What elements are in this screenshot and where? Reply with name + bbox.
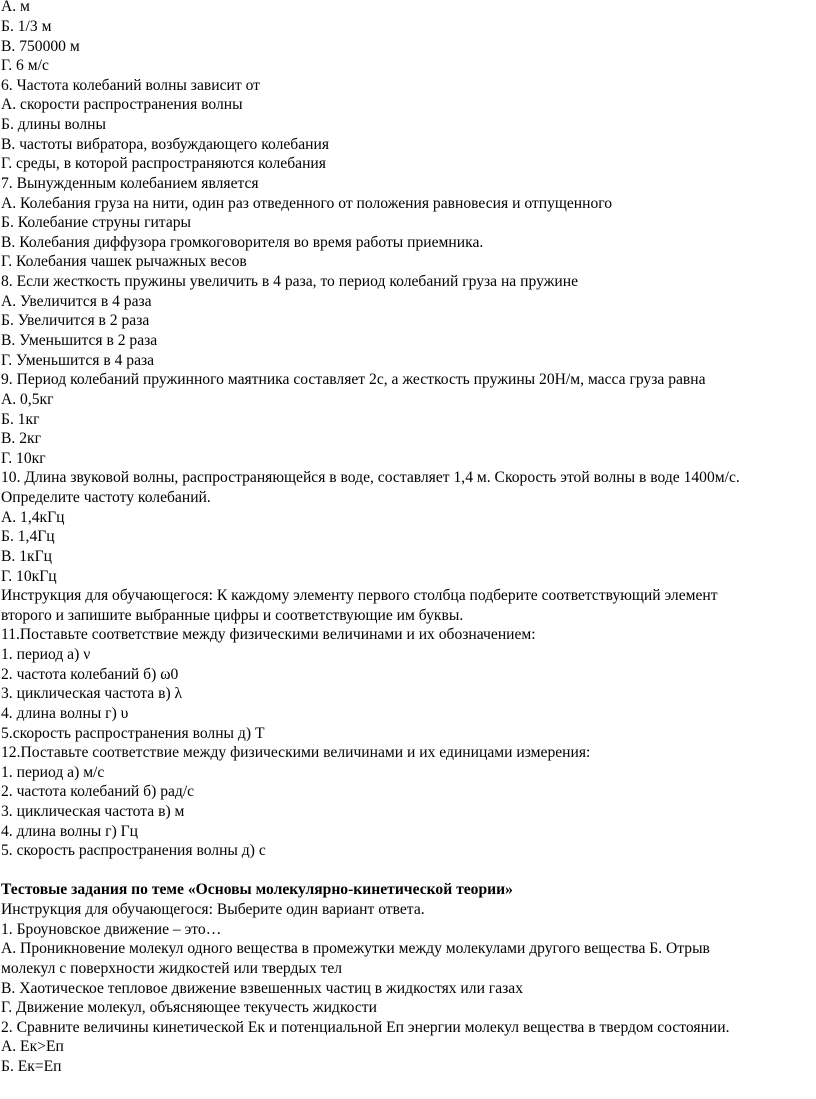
text-line: 12.Поставьте соответствие между физическими величинами и их единицами измерения: — [1, 744, 591, 761]
text-line: Г. среды, в которой распространяются колебания — [1, 155, 326, 172]
text-line: В. Колебания диффузора громкоговорителя во время работы приемника. — [1, 234, 484, 251]
text-line: 3. циклическая частота в) λ — [1, 685, 183, 702]
text-line: Б. Ек=Еп — [1, 1058, 62, 1075]
text-line: 5. скорость распространения волны д) с — [1, 842, 266, 859]
text-line: А. скорости распространения волны — [1, 96, 243, 113]
text-line: Определите частоту колебаний. — [1, 489, 211, 506]
text-line: 3. циклическая частота в) м — [1, 803, 185, 820]
text-line: Б. 1,4Гц — [1, 528, 55, 545]
text-line: А. 1,4кГц — [1, 509, 65, 526]
text-line: Г. 10кг — [1, 450, 46, 467]
text-line: А. Колебания груза на нити, один раз отведенного от положения равновесия и отпущенного — [1, 195, 613, 212]
text-line: 1. Броуновское движение – это… — [1, 921, 222, 938]
text-line: 2. частота колебаний б) ω0 — [1, 666, 179, 683]
text-line: 8. Если жесткость пружины увеличить в 4 раза, то период колебаний груза на пружине — [1, 273, 579, 290]
text-line: Б. 1/3 м — [1, 18, 52, 35]
text-line: В. Хаотическое тепловое движение взвешенных частиц в жидкостях или газах — [1, 980, 524, 997]
text-line: Б. Колебание струны гитары — [1, 214, 192, 231]
text-line: А. Ек>Еп — [1, 1038, 64, 1055]
text-line: 1. период а) ν — [1, 646, 91, 663]
text-line: Б. длины волны — [1, 116, 106, 133]
text-line: Б. Увеличится в 2 раза — [1, 312, 150, 329]
text-line: В. Уменьшится в 2 раза — [1, 332, 158, 349]
text-line: 2. частота колебаний б) рад/с — [1, 783, 195, 800]
text-line: молекул с поверхности жидкостей или твердых тел — [1, 960, 343, 977]
text-line: 11.Поставьте соответствие между физическими величинами и их обозначением: — [1, 626, 536, 643]
text-line: Г. Движение молекул, объясняющее текучесть жидкости — [1, 999, 377, 1016]
text-line: В. 2кг — [1, 430, 41, 447]
text-line: А. 0,5кг — [1, 391, 54, 408]
text-line: Б. 1кг — [1, 411, 40, 428]
text-line: Г. 6 м/с — [1, 57, 49, 74]
text-line: второго и запишите выбранные цифры и соответствующие им буквы. — [1, 607, 464, 624]
text-line: 6. Частота колебаний волны зависит от — [1, 77, 260, 94]
section-heading: Тестовые задания по теме «Основы молекулярно-кинетической теории» — [1, 881, 513, 898]
text-line: Г. 10кГц — [1, 568, 57, 585]
text-line: Г. Уменьшится в 4 раза — [1, 352, 155, 369]
text-line: 9. Период колебаний пружинного маятника составляет 2с, а жесткость пружины 20Н/м, масса груза равна — [1, 371, 706, 388]
text-line: 2. Сравните величины кинетической Ек и потенциальной Еп энергии молекул вещества в твердом состоянии. — [1, 1019, 730, 1036]
text-line: А. Увеличится в 4 раза — [1, 293, 152, 310]
text-line: 10. Длина звуковой волны, распространяющейся в воде, составляет 1,4 м. Скорость этой волны в воде 1400м/с. — [1, 469, 740, 486]
text-line: В. 750000 м — [1, 38, 80, 55]
text-line: А. Проникновение молекул одного вещества в промежутки между молекулами другого вещества Б. Отрыв — [1, 940, 710, 957]
text-line: В. частоты вибратора, возбуждающего колебания — [1, 136, 330, 153]
text-line: Г. Колебания чашек рычажных весов — [1, 253, 247, 270]
text-line: 4. длина волны г) Гц — [1, 823, 139, 840]
text-line: 4. длина волны г) υ — [1, 705, 129, 722]
text-line: Инструкция для обучающегося: К каждому элементу первого столбца подберите соответствующий элемент — [1, 587, 718, 604]
text-line: А. м — [1, 0, 30, 15]
text-line: 1. период а) м/с — [1, 764, 105, 781]
text-line: В. 1кГц — [1, 548, 52, 565]
text-line: 7. Вынужденным колебанием является — [1, 175, 259, 192]
text-line: Инструкция для обучающегося: Выберите один вариант ответа. — [1, 901, 425, 918]
text-line: 5.скорость распространения волны д) Т — [1, 725, 265, 742]
